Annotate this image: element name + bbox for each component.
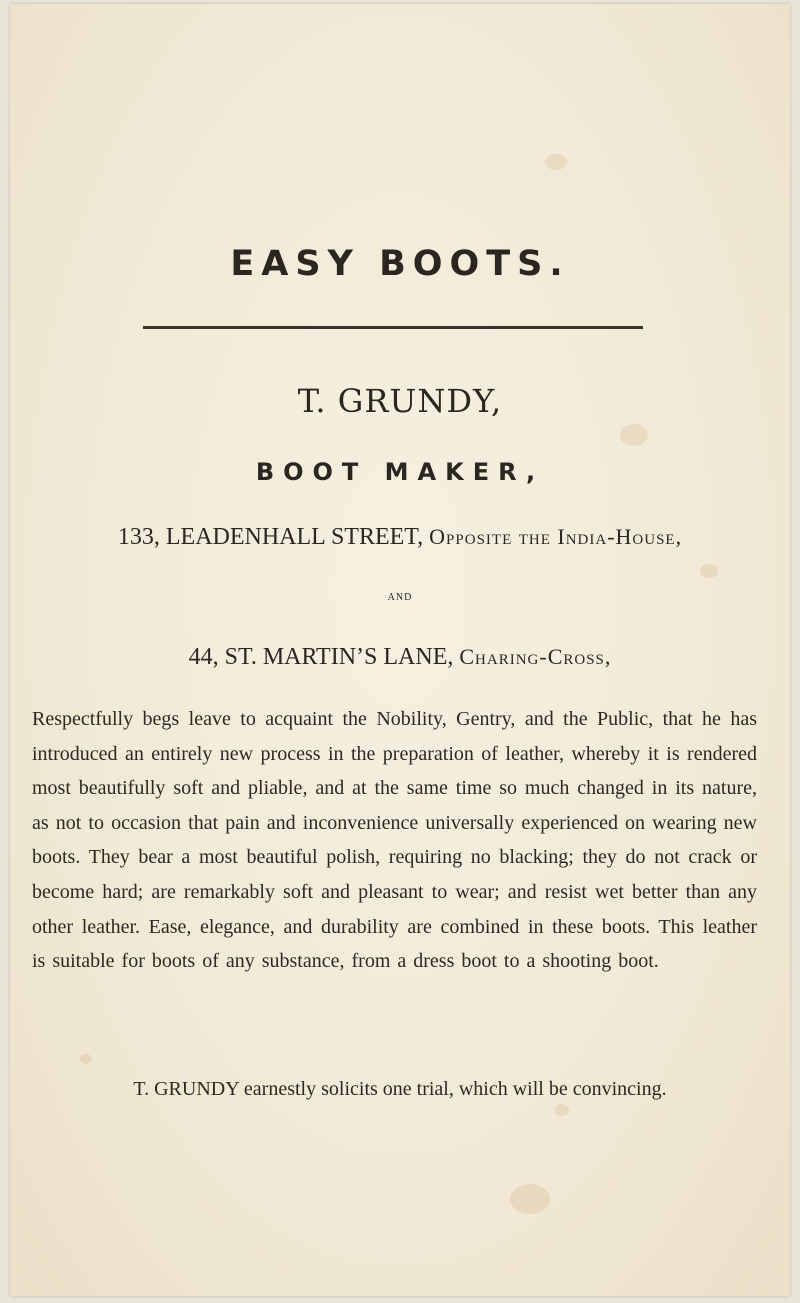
paper-stain: [620, 424, 648, 446]
closing-line: [10, 1078, 790, 1101]
address-detail: Opposite the India-House,: [429, 524, 683, 549]
page-title: EASY BOOTS.: [230, 244, 570, 284]
address-main: 133, LEADENHALL STREET,: [117, 524, 424, 550]
paper-stain: [545, 154, 567, 170]
divider-rule: [143, 326, 643, 329]
address-conjunction: AND: [387, 592, 413, 603]
handbill-page: [10, 4, 790, 1296]
paper-stain: [80, 1054, 92, 1064]
address-main: 44, ST. MARTIN’S LANE,: [188, 644, 454, 670]
proprietor-name: T. GRUNDY,: [297, 382, 503, 420]
paper-stain: [555, 1104, 569, 1116]
body-paragraph: Respectfully begs leave to acquaint the Nobility, Gentry, and the Public, that he has introduced an entirely new process in the preparation of leather, whereby it is rendered most beautifully soft and pliable, and at the same time so much changed in its nature, as not to occasion that pain and inconvenience universally experienced on wearing new boots. They bear a most beautiful polish, requiring no blacking; they do not crack or become hard; are remarkably soft and pleasant to wear; and resist wet better than any other leather. Ease, elegance, and durability are combined in these boots. This leather is suitable for boots of any substance, from a dress boot to a shooting boot.: [32, 708, 757, 973]
address-detail: Charing-Cross,: [459, 644, 612, 669]
address-line-leadenhall: [10, 524, 790, 551]
trade-heading: BOOT MAKER,: [255, 458, 545, 486]
closing-name: T. GRUNDY: [133, 1078, 239, 1100]
address-line-st-martins: [10, 644, 790, 671]
closing-text: earnestly solicits one trial, which will be convincing.: [238, 1078, 667, 1100]
paper-stain: [510, 1184, 550, 1214]
paper-stain: [700, 564, 718, 578]
